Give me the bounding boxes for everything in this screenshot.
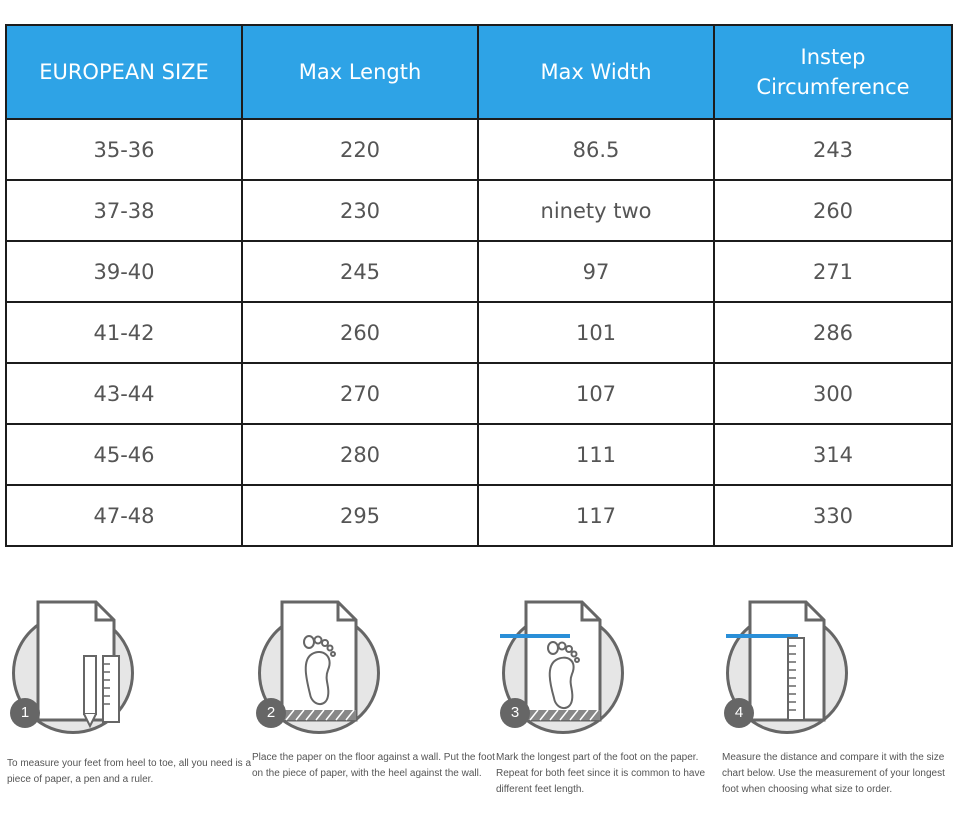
table-cell: 295 — [242, 485, 478, 546]
step-4-description: Measure the distance and compare it with the size chart below. Use the measurement of your longest foot when choosing what size to order. — [722, 752, 945, 795]
table-cell: 314 — [714, 424, 952, 485]
header-instep — [714, 25, 952, 119]
step-2-number: 2 — [256, 698, 286, 728]
table-cell: 39-40 — [6, 241, 242, 302]
table-cell: 270 — [242, 363, 478, 424]
table-cell: 117 — [478, 485, 714, 546]
table-cell: 86.5 — [478, 119, 714, 180]
step-2 — [250, 598, 490, 733]
table-cell: 260 — [714, 180, 952, 241]
table-cell: 300 — [714, 363, 952, 424]
table-header-row — [6, 25, 952, 119]
header-instep-label: Instep Circumference — [756, 45, 910, 99]
table-cell: 280 — [242, 424, 478, 485]
size-chart-table — [5, 24, 953, 547]
table-cell: 220 — [242, 119, 478, 180]
table-cell: 286 — [714, 302, 952, 363]
table-row — [6, 119, 952, 180]
table-cell: 111 — [478, 424, 714, 485]
table-row — [6, 241, 952, 302]
table-row — [6, 363, 952, 424]
table-cell: 330 — [714, 485, 952, 546]
table-row — [6, 302, 952, 363]
step-4-number: 4 — [724, 698, 754, 728]
step-1 — [8, 598, 248, 733]
table-cell: 37-38 — [6, 180, 242, 241]
step-1-number: 1 — [10, 698, 40, 728]
step-4 — [718, 598, 956, 733]
step-1-description: To measure your feet from heel to toe, all you need is a piece of paper, a pen and a ruler. — [7, 758, 252, 785]
table-cell: ninety two — [478, 180, 714, 241]
table-cell: 245 — [242, 241, 478, 302]
step-3 — [494, 598, 734, 733]
table-cell: 47-48 — [6, 485, 242, 546]
table-cell: 260 — [242, 302, 478, 363]
table-cell: 45-46 — [6, 424, 242, 485]
table-cell: 101 — [478, 302, 714, 363]
table-row — [6, 485, 952, 546]
table-cell: 230 — [242, 180, 478, 241]
header-max-length: Max Length — [242, 25, 478, 119]
table-cell: 97 — [478, 241, 714, 302]
step-2-description: Place the paper on the floor against a wall. Put the foot on the piece of paper, with the heel against the wall. — [252, 752, 495, 779]
table-cell: 43-44 — [6, 363, 242, 424]
step-3-number: 3 — [500, 698, 530, 728]
table-row — [6, 424, 952, 485]
table-cell: 35-36 — [6, 119, 242, 180]
table-cell: 243 — [714, 119, 952, 180]
table-cell: 41-42 — [6, 302, 242, 363]
table-cell: 271 — [714, 241, 952, 302]
header-european-size: EUROPEAN SIZE — [6, 25, 242, 119]
header-max-width: Max Width — [478, 25, 714, 119]
table-cell: 107 — [478, 363, 714, 424]
table-row — [6, 180, 952, 241]
step-3-description: Mark the longest part of the foot on the paper. Repeat for both feet since it is common to have different feet length. — [496, 752, 705, 795]
